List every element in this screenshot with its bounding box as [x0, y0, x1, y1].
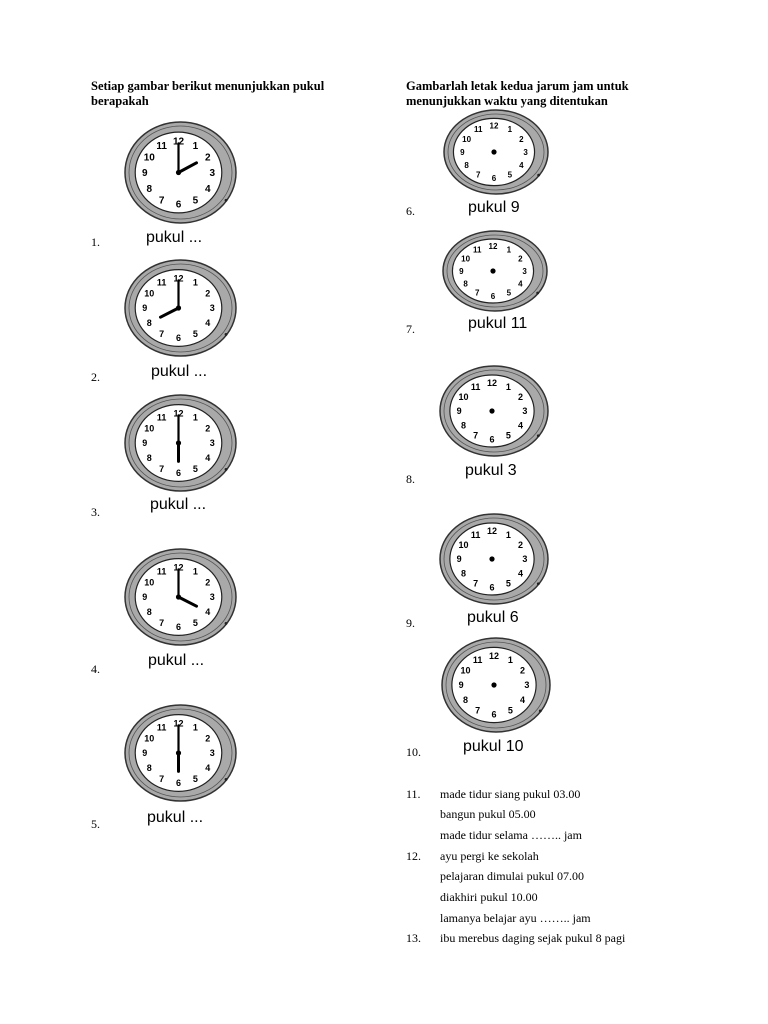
clock-numeral: 4: [517, 420, 523, 431]
clock-numeral: 4: [519, 160, 524, 170]
clock-numeral: 10: [144, 577, 155, 588]
clock-numeral: 4: [517, 568, 523, 579]
clock-numeral: 5: [192, 195, 199, 207]
clock-face-8: [438, 364, 550, 458]
clock-numeral: 7: [159, 329, 165, 340]
left-section-heading: Setiap gambar berikut menunjukkan pukul berapakah: [91, 79, 325, 108]
clock-numeral: 8: [146, 607, 152, 618]
clock-numeral: 10: [143, 152, 155, 164]
item-number-3: 3.: [91, 505, 100, 519]
clock-numeral: 12: [488, 650, 500, 661]
clock-numeral: 1: [192, 566, 198, 577]
clock-numeral: 2: [205, 288, 211, 299]
question-line: ibu merebus daging sejak pukul 8 pagi: [440, 931, 626, 945]
clock-numeral: 10: [458, 540, 469, 551]
clock-numeral: 5: [192, 464, 198, 475]
clock-face-6: [442, 108, 550, 196]
clock-caption-7: pukul 11: [468, 315, 528, 332]
clock-numeral: 1: [507, 654, 513, 665]
clock-numeral: 2: [205, 733, 211, 744]
clock-numeral: 9: [460, 147, 465, 157]
question-line: lamanya belajar ayu …….. jam: [440, 911, 591, 925]
clock-numeral: 6: [175, 778, 182, 789]
clock-numeral: 3: [522, 554, 528, 565]
clock-face-4: [123, 547, 238, 647]
clock-numeral: 8: [146, 763, 152, 774]
clock-numeral: 7: [473, 430, 479, 441]
clock-numeral: 5: [505, 430, 511, 441]
question-line: ayu pergi ke sekolah: [440, 849, 539, 863]
question-line: bangun pukul 05.00: [440, 807, 536, 821]
clock-numeral: 4: [205, 607, 211, 618]
clock-center: [489, 408, 494, 413]
clock-numeral: 6: [175, 333, 182, 344]
clock-numeral: 8: [461, 420, 467, 431]
clock-numeral: 10: [144, 733, 155, 744]
item-number-5: 5.: [91, 817, 100, 831]
clock-numeral: 8: [146, 453, 152, 464]
clock-caption-5: pukul ...: [147, 809, 204, 826]
question-line: diakhiri pukul 10.00: [440, 890, 538, 904]
clock-center: [490, 268, 495, 273]
clock-numeral: 1: [192, 277, 198, 288]
question-line: made tidur selama …….. jam: [440, 828, 582, 842]
item-number-7: 7.: [406, 322, 415, 336]
clock-numeral: 2: [204, 152, 211, 164]
clock-caption-3: pukul ...: [150, 496, 207, 513]
question-number-13: 13.: [406, 931, 421, 945]
clock-numeral: 9: [142, 303, 148, 314]
clock-numeral: 7: [475, 170, 481, 180]
clock-numeral: 9: [456, 554, 462, 565]
clock-numeral: 2: [205, 423, 211, 434]
clock-center: [176, 305, 181, 310]
clock-numeral: 8: [146, 183, 153, 195]
clock-numeral: 8: [464, 160, 469, 170]
right-section-heading: Gambarlah letak kedua jarum jam untuk menunjukkan waktu yang ditentukan: [406, 79, 629, 108]
clock-numeral: 12: [489, 121, 499, 131]
clock-numeral: 10: [460, 665, 471, 676]
clock-caption-8: pukul 3: [465, 462, 517, 479]
clock-numeral: 8: [461, 568, 467, 579]
clock-center: [491, 149, 496, 154]
clock-numeral: 11: [472, 654, 483, 665]
clock-numeral: 10: [461, 254, 471, 264]
clock-numeral: 1: [192, 140, 199, 152]
clock-numeral: 12: [488, 241, 498, 251]
clock-numeral: 11: [470, 381, 481, 392]
clock-numeral: 11: [156, 722, 167, 733]
clock-face-1: [123, 120, 238, 225]
item-number-4: 4.: [91, 662, 100, 676]
clock-numeral: 9: [142, 748, 148, 759]
clock-numeral: 6: [489, 582, 495, 593]
clock-numeral: 10: [144, 423, 155, 434]
clock-numeral: 11: [156, 140, 167, 152]
clock-numeral: 3: [522, 406, 528, 417]
clock-numeral: 6: [491, 174, 497, 184]
clock-caption-10: pukul 10: [463, 738, 524, 755]
clock-numeral: 4: [205, 318, 211, 329]
clock-numeral: 6: [489, 434, 495, 445]
clock-numeral: 5: [192, 329, 198, 340]
clock-caption-6: pukul 9: [468, 199, 520, 216]
clock-numeral: 11: [473, 125, 483, 135]
clock-numeral: 9: [458, 680, 464, 691]
clock-numeral: 7: [159, 774, 165, 785]
clock-numeral: 3: [523, 147, 528, 157]
clock-numeral: 9: [459, 266, 464, 276]
clock-numeral: 7: [159, 464, 165, 475]
clock-numeral: 1: [192, 412, 198, 423]
clock-numeral: 8: [463, 279, 468, 289]
clock-numeral: 5: [507, 705, 513, 716]
clock-numeral: 1: [505, 529, 511, 540]
clock-numeral: 6: [490, 291, 496, 301]
clock-numeral: 12: [173, 562, 184, 573]
clock-caption-1: pukul ...: [146, 229, 203, 246]
clock-face-10: [440, 636, 552, 734]
clock-numeral: 1: [505, 381, 511, 392]
clock-numeral: 2: [519, 665, 525, 676]
clock-caption-4: pukul ...: [148, 652, 205, 669]
clock-numeral: 8: [146, 318, 152, 329]
clock-numeral: 9: [456, 406, 462, 417]
clock-numeral: 12: [173, 273, 184, 284]
clock-numeral: 4: [205, 763, 211, 774]
clock-numeral: 12: [486, 526, 498, 537]
clock-numeral: 4: [204, 183, 211, 195]
clock-face-7: [441, 229, 549, 313]
clock-numeral: 3: [209, 168, 216, 180]
clock-numeral: 3: [209, 592, 215, 603]
clock-numeral: 7: [474, 288, 480, 298]
clock-numeral: 7: [475, 705, 481, 716]
clock-numeral: 12: [173, 718, 184, 729]
clock-numeral: 1: [506, 245, 512, 255]
clock-numeral: 7: [473, 578, 479, 589]
clock-numeral: 11: [156, 412, 167, 423]
clock-numeral: 5: [507, 170, 513, 180]
clock-numeral: 6: [491, 709, 497, 720]
clock-face-5: [123, 703, 238, 803]
question-line: pelajaran dimulai pukul 07.00: [440, 869, 584, 883]
item-number-10: 10.: [406, 745, 421, 759]
clock-numeral: 9: [142, 438, 148, 449]
clock-center: [176, 594, 181, 599]
clock-numeral: 11: [472, 245, 482, 255]
clock-numeral: 1: [192, 722, 198, 733]
clock-numeral: 7: [158, 195, 165, 207]
clock-numeral: 11: [156, 277, 167, 288]
clock-numeral: 4: [519, 694, 525, 705]
item-number-2: 2.: [91, 370, 100, 384]
clock-face-3: [123, 393, 238, 493]
clock-numeral: 6: [175, 622, 182, 633]
item-number-9: 9.: [406, 616, 415, 630]
clock-numeral: 6: [175, 468, 182, 479]
clock-numeral: 10: [462, 134, 472, 144]
clock-center: [489, 556, 494, 561]
clock-numeral: 3: [209, 748, 215, 759]
clock-numeral: 2: [518, 254, 523, 264]
clock-face-2: [123, 258, 238, 358]
clock-center: [176, 170, 181, 175]
item-number-8: 8.: [406, 472, 415, 486]
question-line: made tidur siang pukul 03.00: [440, 787, 581, 801]
clock-numeral: 11: [470, 529, 481, 540]
clock-numeral: 5: [506, 288, 512, 298]
clock-numeral: 2: [517, 540, 523, 551]
clock-numeral: 6: [175, 199, 182, 211]
clock-numeral: 7: [159, 618, 165, 629]
clock-numeral: 5: [192, 618, 198, 629]
clock-numeral: 2: [519, 134, 524, 144]
clock-numeral: 5: [505, 578, 511, 589]
clock-numeral: 10: [458, 392, 469, 403]
clock-center: [176, 440, 181, 445]
clock-numeral: 11: [156, 566, 167, 577]
clock-numeral: 5: [192, 774, 198, 785]
clock-numeral: 2: [205, 577, 211, 588]
clock-numeral: 4: [518, 279, 523, 289]
clock-numeral: 9: [141, 168, 148, 180]
clock-numeral: 10: [144, 288, 155, 299]
item-number-1: 1.: [91, 235, 100, 249]
clock-numeral: 1: [507, 125, 513, 135]
question-number-11: 11.: [406, 787, 421, 801]
clock-numeral: 2: [517, 392, 523, 403]
clock-face-9: [438, 512, 550, 606]
clock-numeral: 9: [142, 592, 148, 603]
clock-numeral: 8: [463, 694, 469, 705]
clock-numeral: 3: [209, 438, 215, 449]
clock-center: [491, 682, 496, 687]
clock-center: [176, 750, 181, 755]
clock-numeral: 3: [524, 680, 530, 691]
clock-numeral: 4: [205, 453, 211, 464]
item-number-6: 6.: [406, 204, 415, 218]
clock-numeral: 12: [172, 136, 185, 148]
clock-numeral: 3: [209, 303, 215, 314]
question-number-12: 12.: [406, 849, 421, 863]
clock-numeral: 3: [522, 266, 527, 276]
clock-caption-9: pukul 6: [467, 609, 519, 626]
clock-numeral: 12: [486, 378, 498, 389]
clock-caption-2: pukul ...: [151, 363, 208, 380]
clock-numeral: 12: [173, 408, 184, 419]
